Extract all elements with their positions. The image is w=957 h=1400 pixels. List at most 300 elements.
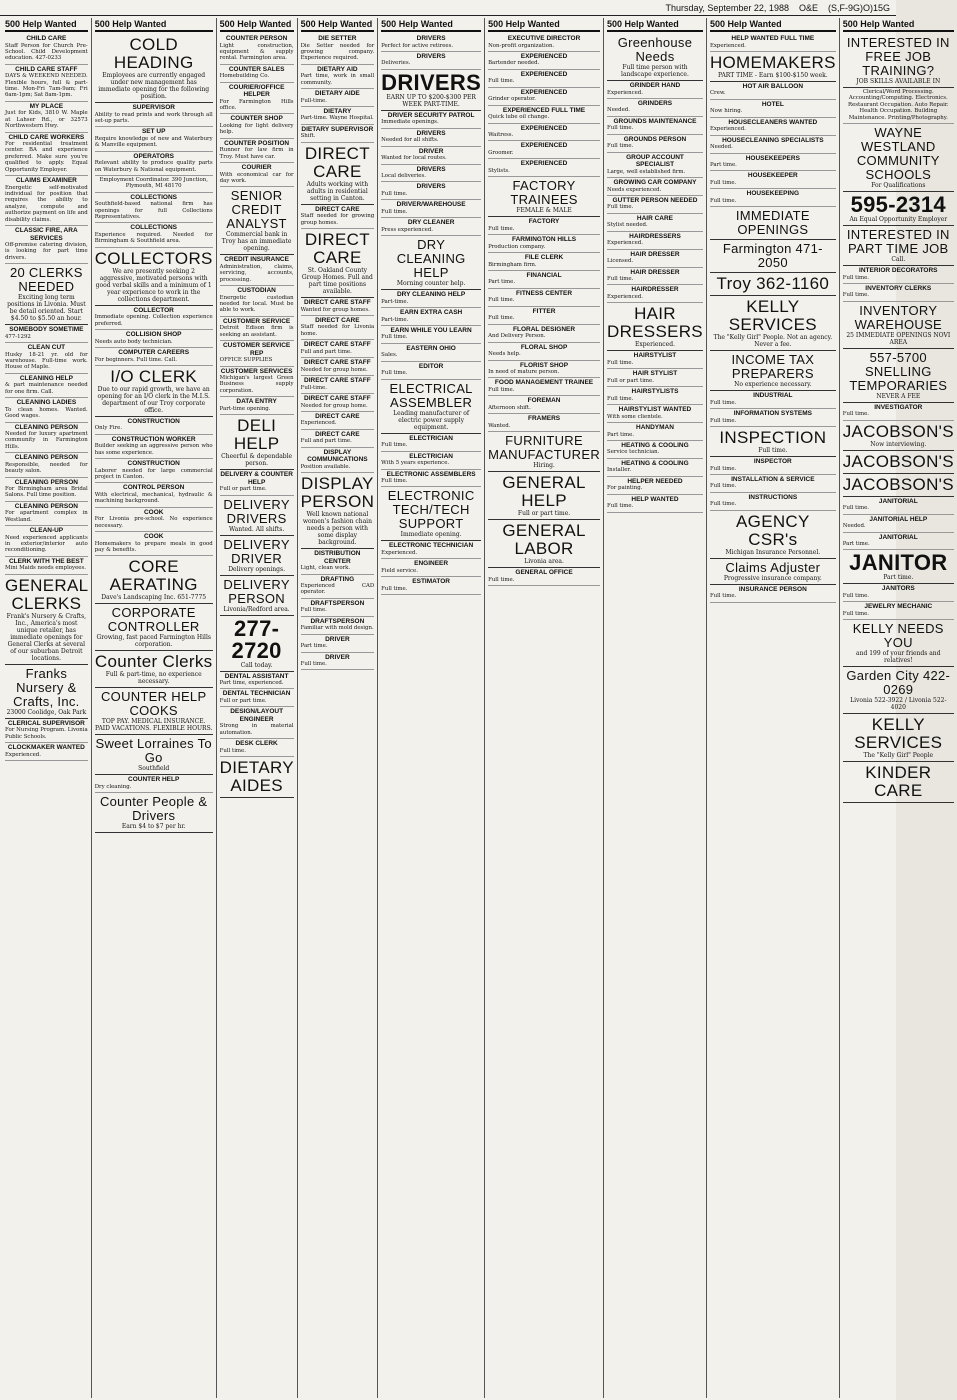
classified-ad-title: DESIGN/LAYOUT ENGINEER xyxy=(230,708,284,723)
classified-ad xyxy=(607,477,703,495)
classified-ad-body: Installer. xyxy=(607,467,632,474)
column-heading: 500 Help Wanted xyxy=(843,18,954,32)
display-ad-heading: Counter People & Drivers xyxy=(99,794,208,824)
display-ad-heading: DELI HELP xyxy=(233,416,280,454)
classified-ad xyxy=(5,423,88,454)
classified-ad xyxy=(607,117,703,135)
classified-ad xyxy=(301,358,375,376)
classified-ad xyxy=(488,396,600,414)
display-ad xyxy=(220,415,294,470)
classified-ad xyxy=(301,448,375,473)
classified-ad-body: Field service. xyxy=(381,567,418,574)
classified-ad-title: DIETARY SUPERVISOR xyxy=(301,125,374,133)
classified-ad-body: Relevant ability to produce quality parts on Waterbury & National equipment. xyxy=(94,160,213,173)
classified-ad-title: FINANCIAL xyxy=(526,271,562,279)
display-ad-heading: JACOBSON'S xyxy=(842,421,954,441)
classified-ad-title: GROUNDS MAINTENANCE xyxy=(613,117,697,125)
classified-ad-title: DRIVERS xyxy=(416,35,446,42)
classified-ad-body: For painting. xyxy=(607,485,643,492)
display-ad-body: No experience necessary. xyxy=(734,381,812,389)
classified-ad-title: FOOD MANAGEMENT TRAINEE xyxy=(494,379,594,387)
display-ad-body: Full time. xyxy=(758,447,788,455)
display-ad-heading: KELLY SERVICES xyxy=(854,715,943,753)
classified-ad-body: Experienced. xyxy=(607,240,643,247)
masthead-section: O&E xyxy=(798,3,818,13)
classified-ad-body: Ability to read prints and work through all set-up parts. xyxy=(94,111,213,124)
classified-ad-body: Full and part time. xyxy=(300,348,352,355)
classified-ad-title: DIRECT CARE STAFF xyxy=(304,377,371,385)
classified-ad-body: Staff Person for Church Pre-School. Child Development education. 427-0233 xyxy=(5,42,88,62)
classified-ad-title: EDITOR xyxy=(418,362,444,370)
classified-ad xyxy=(381,290,481,308)
display-ad xyxy=(843,451,954,474)
display-ad-body: An Equal Opportunity Employer xyxy=(849,216,948,224)
classified-ad-body: Michigan's largest Green Business supply corporation. xyxy=(219,375,294,394)
display-ad-body: Employees are currently engaged under new management has immediate opening for the following position. xyxy=(98,72,210,100)
classified-ad-body: Full time. xyxy=(607,395,634,402)
classified-ad xyxy=(381,129,481,147)
classified-ad xyxy=(301,430,375,448)
classified-ad-title: DRAFTING xyxy=(320,575,355,583)
display-ad-heading: I/O CLERK xyxy=(110,366,198,386)
display-ad-body: Well known national women's fashion chain needs a person with some display background. xyxy=(302,511,372,547)
display-ad xyxy=(843,34,954,88)
classified-ad-body: 477-1292 xyxy=(5,333,31,340)
display-ad-heading: DISPLAY PERSON xyxy=(300,474,375,512)
classified-ad-body: Full time. xyxy=(488,78,515,85)
classified-ad xyxy=(488,159,600,177)
classified-ad-title: CLEAN CUT xyxy=(27,344,66,352)
classified-ad xyxy=(301,412,375,430)
classified-ad-body: Stylists. xyxy=(488,167,510,174)
classified-ad xyxy=(381,34,481,52)
display-ad-heading: WAYNE WESTLAND COMMUNITY SCHOOLS xyxy=(856,125,940,183)
classified-ad xyxy=(220,163,294,187)
classified-ad xyxy=(607,135,703,153)
classified-ad-title: HAIR DRESSER xyxy=(630,268,680,276)
classified-ad xyxy=(95,152,213,176)
classified-ad-title: COOK xyxy=(143,533,164,541)
classified-ad-body: Full or part time. xyxy=(219,697,267,704)
display-ad-heading: CORPORATE CONTROLLER xyxy=(107,605,200,635)
classified-ad-body: Full or part time. xyxy=(219,486,267,493)
classified-ad xyxy=(710,189,836,207)
classified-ad-title: FLORAL DESIGNER xyxy=(513,325,576,333)
display-ad-body: Delivery openings. xyxy=(228,565,286,573)
classified-ad-title: FITTER xyxy=(532,307,556,315)
display-ad-heading: IMMEDIATE OPENINGS xyxy=(735,208,810,238)
display-ad xyxy=(843,474,954,497)
classified-ad-body: Service technician. xyxy=(607,449,660,456)
classified-ad-body: Full time. xyxy=(709,179,737,186)
classified-ad-title: COUNTER PERSON xyxy=(225,35,288,42)
display-ad-heading: Greenhouse Needs xyxy=(617,35,693,64)
classified-ad-title: COURIER/OFFICE HELPER xyxy=(228,83,285,99)
classified-ad xyxy=(488,271,600,289)
classified-ad-title: SET UP xyxy=(141,128,166,136)
classified-ad xyxy=(488,253,600,271)
display-ad xyxy=(843,620,954,667)
classified-ad-title: DRIVER xyxy=(325,635,350,643)
classified-ad xyxy=(381,182,481,200)
display-ad xyxy=(381,487,481,541)
classified-ad-body: Full time. xyxy=(381,334,408,341)
classified-ad-body: Needed for luxury apartment community in Farmington Hills. xyxy=(5,431,88,450)
classified-ad-body: Full and part time. xyxy=(300,438,352,445)
classified-ad-title: EXPERIENCED xyxy=(520,142,568,150)
display-ad-heading: KINDER CARE xyxy=(865,763,932,801)
classified-ad-body: Needed for all shifts. xyxy=(381,137,439,144)
display-ad xyxy=(95,688,213,735)
classified-ad-body: Full time. xyxy=(842,592,870,599)
classified-ad-title: COUNTER POSITION xyxy=(224,139,290,147)
display-ad-body: Growing, fast paced Farmington Hills corporation. xyxy=(96,634,211,649)
display-ad-body: Livonia area. xyxy=(524,558,564,566)
display-ad xyxy=(95,366,213,417)
classified-column xyxy=(839,18,957,1398)
display-ad-heading: Troy 362-1160 xyxy=(716,274,830,294)
display-ad-heading: ELECTRONIC TECH/TECH SUPPORT xyxy=(387,488,475,532)
display-ad-body: Commercial bank in Troy has an immediate opening. xyxy=(221,231,292,253)
display-ad xyxy=(220,616,294,672)
display-ad xyxy=(843,550,954,584)
classified-ad-body: Experienced. xyxy=(607,89,643,96)
display-ad-heading: HOMEMAKERS xyxy=(709,52,836,72)
classified-ad xyxy=(488,343,600,361)
column-heading: 500 Help Wanted xyxy=(710,18,836,32)
classified-ad-title: GROUP ACCOUNT SPECIALIST xyxy=(626,153,684,169)
classified-ad-title: DIRECT CARE STAFF xyxy=(304,299,371,307)
classified-ad xyxy=(95,532,213,556)
classified-ad xyxy=(607,351,703,369)
display-ad xyxy=(95,556,213,604)
classified-ad xyxy=(607,214,703,232)
classified-ad-body: Full time. xyxy=(842,292,870,299)
classified-ad-title: HOUSEKEEPER xyxy=(747,172,798,180)
classified-ad-body: Wanted for local routes. xyxy=(381,155,447,162)
classified-ad-title: FITNESS CENTER xyxy=(516,289,573,297)
classified-ad-title: DRIVER xyxy=(325,653,350,661)
classified-ad xyxy=(710,493,836,511)
classified-ad-title: HAIRSTYLIST WANTED xyxy=(618,406,692,414)
classified-ad xyxy=(5,102,88,133)
classified-ad-body: Staff needed for Livonia home. xyxy=(300,324,375,337)
classified-ad-body: Non-profit organization. xyxy=(488,42,555,49)
classified-ad-title: INVENTORY CLERKS xyxy=(865,284,932,292)
classified-ad-body: Large, well established firm. xyxy=(607,168,686,175)
display-ad xyxy=(607,303,703,351)
classified-ad xyxy=(220,707,294,739)
classified-ad-body: Crew. xyxy=(709,90,726,97)
display-ad-heading: INTERESTED IN PART TIME JOB xyxy=(846,227,950,257)
display-ad xyxy=(220,187,294,255)
classified-ad-title: EXECUTIVE DIRECTOR xyxy=(507,35,581,42)
display-ad xyxy=(843,714,954,762)
display-ad-body: Immediate opening. xyxy=(400,531,462,539)
classified-ad-title: HELPER NEEDED xyxy=(627,477,683,485)
display-ad-heading: DRIVERS xyxy=(381,69,482,95)
classified-ad xyxy=(710,34,836,52)
classified-ad-body: Bartender needed. xyxy=(488,60,540,67)
display-ad-heading: 595-2314 xyxy=(850,192,946,218)
classified-ad xyxy=(95,330,213,348)
classified-ad xyxy=(381,577,481,595)
display-ad xyxy=(220,536,294,576)
classified-ad-body: Administration, claims, servicing, accounts, processing. xyxy=(219,263,294,283)
display-ad-heading: INVENTORY WAREHOUSE xyxy=(854,302,943,332)
classified-ad xyxy=(607,441,703,459)
display-ad-body: Part time. xyxy=(883,574,914,582)
classified-ad xyxy=(5,325,88,343)
classified-ad-title: CHILD CARE WORKERS xyxy=(8,133,85,141)
classified-ad-body: Full time. xyxy=(488,576,515,583)
classified-ad-body: Full time. xyxy=(709,399,737,406)
classified-ad-body: Press experienced. xyxy=(381,226,434,233)
classified-ad-body: Experience required. Needed for Birmingham & Southfield area. xyxy=(94,231,213,245)
classified-ad-title: HEATING & COOLING xyxy=(621,441,689,449)
classified-ad xyxy=(301,316,375,340)
classified-ad-body: Full time. xyxy=(488,225,515,232)
classified-ad xyxy=(710,475,836,493)
classified-ad-title: FLORIST SHOP xyxy=(520,361,569,369)
classified-ad-title: HANDYMAN xyxy=(636,424,674,431)
classified-ad xyxy=(710,100,836,118)
classified-ad-body: Needs help. xyxy=(488,351,521,358)
classified-ad xyxy=(5,743,88,761)
classified-ad-body: Full time. xyxy=(607,143,634,150)
classified-ad-body: Full time. xyxy=(488,297,515,304)
classified-ad xyxy=(220,470,294,495)
display-ad xyxy=(488,520,600,568)
classified-ad-body: Full time. xyxy=(842,610,870,617)
classified-ad-body: Immediate openings. xyxy=(381,119,439,126)
classified-ad-body: Production company. xyxy=(488,243,546,250)
classified-ad-title: CHILD CARE STAFF xyxy=(15,65,78,73)
classified-ad xyxy=(381,218,481,236)
classified-ad-title: GENERAL OFFICE xyxy=(515,569,573,577)
classified-ad-body: Deliveries. xyxy=(381,60,411,67)
classified-ad-body: Local deliveries. xyxy=(381,173,426,180)
classified-ad-body: Full time. xyxy=(607,503,634,510)
classified-ad-title: DIRECT CARE xyxy=(315,430,360,438)
classified-ad-title: DIRECT CARE xyxy=(315,316,360,324)
display-ad xyxy=(710,52,836,82)
display-ad-body: Wanted. All shifts. xyxy=(228,525,285,533)
column-heading: 500 Help Wanted xyxy=(488,18,600,32)
classified-ad-title: DIETARY AIDE xyxy=(314,90,360,98)
classified-ad xyxy=(301,65,375,89)
classified-ad xyxy=(301,376,375,394)
classified-ad-title: CLEANING PERSON xyxy=(14,478,78,486)
classified-ad xyxy=(843,284,954,302)
classified-ad-body: Needed for group home. xyxy=(300,402,368,409)
display-ad-heading: Garden City 422-0269 xyxy=(846,668,951,698)
classified-ad-title: CHILD CARE xyxy=(26,35,67,42)
classified-ad-title: COOK xyxy=(143,508,164,516)
classified-ad-body: To clean homes. Wanted. Good wages. xyxy=(5,406,88,420)
classified-ad-title: JANITORIAL xyxy=(878,533,918,541)
classified-ad-body: Full time. xyxy=(709,197,737,204)
display-ad-body: Earn $4 to $7 per hr. xyxy=(121,823,186,831)
classified-ad-body: Require knowledge of new and Waterbury & Manville equipment. xyxy=(94,135,213,149)
classified-ad-body: DAYS & WEEKEND NEEDED. Flexible hours, full & part-time. Mon-Fri 7am-9am; Fri 6am-1pm; Sat 8am-1pm. xyxy=(5,73,88,99)
display-ad-heading: COUNTER HELP COOKS xyxy=(100,689,207,719)
classified-ad xyxy=(95,306,213,330)
classified-ad-title: CREDIT INSURANCE xyxy=(224,256,289,264)
classified-ad xyxy=(381,147,481,165)
classified-ad-body: Southfield-based national firm has openings for full Collections Representatives. xyxy=(94,201,213,221)
display-ad-body: Livonia/Redford area. xyxy=(223,605,290,613)
classified-ad-title: CLERK WITH THE BEST xyxy=(8,557,84,565)
classified-ad-body: In need of mature person. xyxy=(488,369,560,375)
classified-ad-title: DATA ENTRY xyxy=(236,398,277,406)
classified-ad xyxy=(5,133,88,177)
display-ad-heading: SENIOR CREDIT ANALYST xyxy=(226,188,287,232)
classified-ad-title: DRIVERS xyxy=(416,183,446,191)
column-heading: 500 Help Wanted xyxy=(220,18,294,32)
display-ad xyxy=(95,793,213,833)
masthead xyxy=(0,0,896,16)
classified-ad-body: Experienced. xyxy=(709,126,746,133)
classified-ad-title: DRIVER/WAREHOUSE xyxy=(396,201,466,209)
display-ad-body: For Qualifications xyxy=(871,182,926,190)
classified-ad xyxy=(381,326,481,344)
classified-ad-body: Die Setter needed for growing company. Experience required. xyxy=(300,42,375,62)
display-ad-heading: KELLY SERVICES xyxy=(728,297,817,335)
display-ad xyxy=(220,576,294,616)
classified-ad xyxy=(5,557,88,575)
classified-ad-title: COLLISION SHOP xyxy=(125,331,182,339)
classified-ad-body: Experienced. xyxy=(607,293,643,300)
display-ad-heading: JACOBSON'S xyxy=(842,451,954,471)
classified-ad-body: Experienced CAD operator. xyxy=(300,583,375,596)
classified-ad xyxy=(95,483,213,507)
classified-ad xyxy=(220,65,294,83)
display-ad-body: Exciting long term positions in Livonia. Must be detail oriented. Start $4.50 to $5.50 an hour. xyxy=(7,294,86,323)
classified-ad xyxy=(301,125,375,143)
classified-ad xyxy=(301,298,375,316)
classified-ad xyxy=(220,739,294,757)
classified-ad xyxy=(488,414,600,432)
display-ad-heading: AGENCY CSR's xyxy=(736,511,810,549)
classified-ad xyxy=(301,549,375,574)
display-ad-body: PART TIME - Earn $100-$150 week. xyxy=(717,71,828,79)
display-ad xyxy=(843,302,954,349)
classified-ad-body: Only Fire. xyxy=(94,425,123,432)
classified-ad xyxy=(488,568,600,586)
display-ad-body: Due to our rapid growth, we have an opening for an I/O clerk in the M.I.S. department of our Troy corporate office. xyxy=(97,385,210,414)
classified-ad-title: GRINDERS xyxy=(637,99,673,107)
display-ad-body: Morning counter help. xyxy=(396,280,466,288)
classified-ad xyxy=(220,672,294,690)
classified-ad-title: EXPERIENCED xyxy=(520,70,568,78)
classified-ad-title: CLEAN-UP xyxy=(29,527,64,535)
classified-ad-body: Full time. xyxy=(488,315,515,322)
display-ad-heading: DELIVERY DRIVER xyxy=(223,536,290,566)
classified-ad-body: Need experienced applicants in exterior/interior auto reconditioning. xyxy=(5,534,88,554)
display-ad xyxy=(843,667,954,714)
display-ad-body: FEMALE & MALE xyxy=(516,207,572,215)
classified-ad-body: Husky 18-21 yr. old for warehouse. Full-time work. House of Maple. xyxy=(5,351,88,371)
classified-ad-title: GRINDER HAND xyxy=(629,82,681,89)
classified-ad-title: COURIER xyxy=(241,164,272,172)
classified-ad xyxy=(843,602,954,620)
classified-ad xyxy=(220,317,294,341)
display-ad-body: The "Kelly Girl" People. Not an agency. Never a fee. xyxy=(713,334,833,349)
display-ad-body: Experienced. xyxy=(634,341,675,349)
classified-ad xyxy=(843,515,954,533)
classified-ad-body: Experienced. xyxy=(381,549,418,556)
classified-ad xyxy=(843,584,954,602)
classified-ad xyxy=(381,434,481,452)
classified-ad-body: Light construction, equipment & supply rental. Farmington area. xyxy=(219,42,294,62)
classified-ad xyxy=(301,107,375,125)
display-ad-body: Now interviewing. xyxy=(870,440,927,448)
classified-ad-body: Energetic custodian needed for local. Must be able to work. xyxy=(219,294,294,314)
classified-ad-body: Needed. xyxy=(709,144,733,151)
classified-ad-title: CLERICAL SUPERVISOR xyxy=(7,719,85,727)
classified-ad xyxy=(710,118,836,136)
classified-ad-title: DRAFTSPERSON xyxy=(310,617,365,625)
classified-column xyxy=(216,18,297,1398)
classified-ad xyxy=(95,103,213,127)
classified-ad-title: COLLECTOR xyxy=(133,306,174,314)
display-ad-body: TOP PAY. MEDICAL INSURANCE. PAID VACATIONS. FLEXIBLE HOURS. xyxy=(94,718,213,733)
classified-ad-title: INSPECTOR xyxy=(753,458,792,466)
classified-ad xyxy=(488,52,600,70)
display-ad-heading: Counter Clerks xyxy=(94,652,213,672)
display-ad xyxy=(5,264,88,325)
display-ad xyxy=(381,236,481,290)
classified-ad-title: DRIVER xyxy=(418,147,444,155)
classified-ad-title: MY PLACE xyxy=(29,102,64,110)
classified-ad-body: Staff needed for growing group homes. xyxy=(300,213,375,226)
classified-ad-body: With economical car for day work. xyxy=(219,171,294,184)
display-ad xyxy=(95,34,213,103)
display-ad-body: Call. xyxy=(891,256,906,264)
classified-ad-body: Part-time. xyxy=(381,298,409,305)
display-ad-heading: DIRECT CARE xyxy=(304,230,370,268)
classified-ad-title: DISTRIBUTION CENTER xyxy=(314,550,361,565)
classified-ad-title: DIRECT CARE xyxy=(315,412,360,420)
classified-ad-body: With some clientele. xyxy=(607,413,663,420)
classified-ad xyxy=(488,325,600,343)
display-ad xyxy=(95,604,213,651)
classified-ad xyxy=(5,453,88,477)
classified-ad-title: HELP WANTED FULL TIME xyxy=(731,35,815,42)
classified-ad xyxy=(607,405,703,423)
classified-ad xyxy=(5,719,88,743)
classified-ad xyxy=(488,378,600,396)
classified-ad-title: DIRECT CARE STAFF xyxy=(304,341,371,349)
classified-ad xyxy=(95,459,213,483)
classified-ad-title: DRIVER SECURITY PATROL xyxy=(387,111,475,119)
classified-ad-title: ELECTRICIAN xyxy=(409,452,453,460)
classified-ad xyxy=(710,82,836,100)
classified-ad-title: ELECTRONIC TECHNICIAN xyxy=(389,542,474,550)
classified-ad-title: HAIRDRESSER xyxy=(631,286,679,294)
display-ad xyxy=(843,124,954,192)
classified-ad-body: Stylist needed. xyxy=(607,222,648,229)
classified-ad-title: DRIVERS xyxy=(416,129,446,137)
classified-ad xyxy=(710,136,836,154)
classified-ad xyxy=(220,397,294,415)
classified-ad xyxy=(95,348,213,366)
classified-ad-title: EXPERIENCED FULL TIME xyxy=(502,106,586,114)
classified-ad xyxy=(95,508,213,532)
display-ad-heading: CORE AERATING xyxy=(109,557,198,595)
classified-ad-title: GROUNDS PERSON xyxy=(623,135,687,143)
